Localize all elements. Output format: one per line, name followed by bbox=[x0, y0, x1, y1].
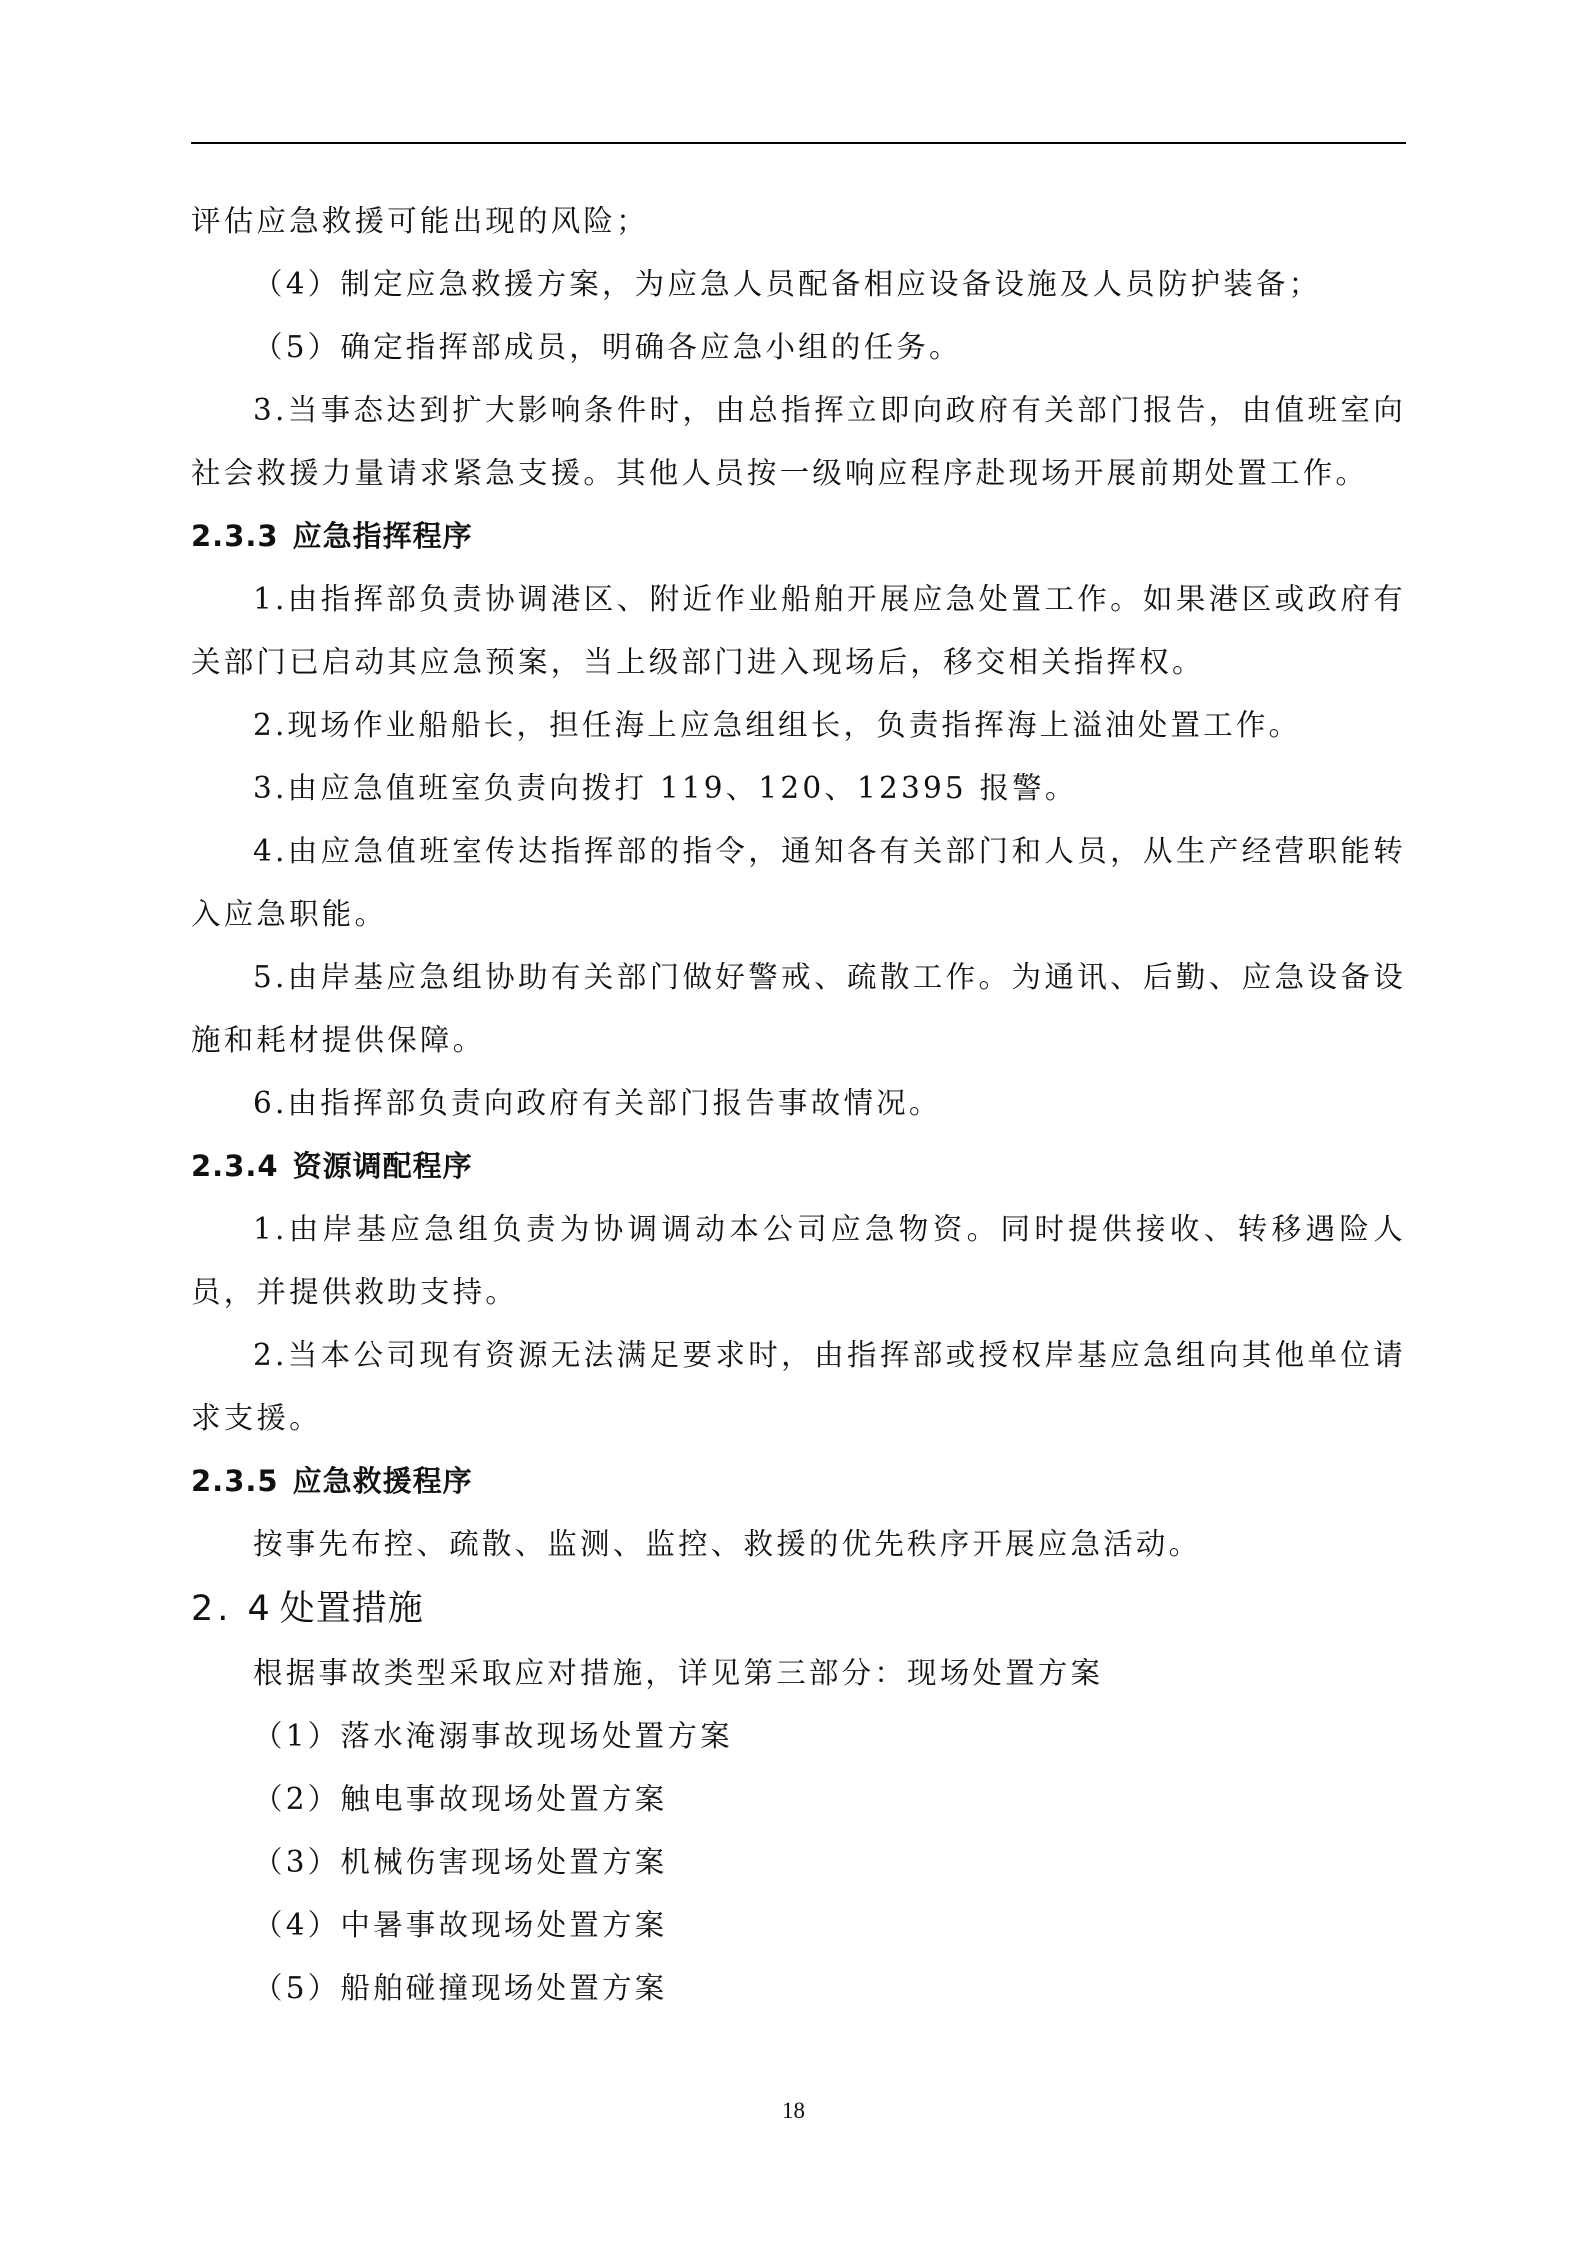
section-number: 2.3.4 bbox=[191, 1149, 279, 1183]
paragraph: 3.当事态达到扩大影响条件时，由总指挥立即向政府有关部门报告，由值班室向社会救援力量请求紧急支援。其他人员按一级响应程序赴现场开展前期处置工作。 bbox=[191, 393, 1406, 490]
paragraph: 2.现场作业船船长，担任海上应急组组长，负责指挥海上溢油处置工作。 bbox=[253, 708, 1302, 742]
list-item: （5）确定指挥部成员，明确各应急小组的任务。 bbox=[253, 330, 962, 364]
paragraph: 按事先布控、疏散、监测、监控、救援的优先秩序开展应急活动。 bbox=[253, 1527, 1202, 1561]
section-title: 应急救援程序 bbox=[292, 1464, 473, 1498]
section-heading-2-3-3 bbox=[191, 505, 1406, 568]
section-heading-2-3-5 bbox=[191, 1450, 1406, 1513]
paragraph: 5.由岸基应急组协助有关部门做好警戒、疏散工作。为通讯、后勤、应急设备设施和耗材提供保障。 bbox=[191, 960, 1406, 1057]
list-item: （1）落水淹溺事故现场处置方案 bbox=[253, 1719, 733, 1753]
header-rule bbox=[191, 142, 1406, 144]
list-item: （4）中暑事故现场处置方案 bbox=[253, 1908, 668, 1942]
section-title: 应急指挥程序 bbox=[292, 519, 473, 553]
list-item: （4）制定应急救援方案，为应急人员配备相应设备设施及人员防护装备； bbox=[253, 267, 1322, 301]
section-title: 资源调配程序 bbox=[292, 1149, 473, 1183]
paragraph: 4.由应急值班室传达指挥部的指令，通知各有关部门和人员，从生产经营职能转入应急职能。 bbox=[191, 834, 1406, 931]
page-number: 18 bbox=[782, 2098, 805, 2123]
list-item: （3）机械伤害现场处置方案 bbox=[253, 1845, 668, 1879]
paragraph: 2.当本公司现有资源无法满足要求时，由指挥部或授权岸基应急组向其他单位请求支援。 bbox=[191, 1338, 1406, 1435]
paragraph: 1.由岸基应急组负责为协调调动本公司应急物资。同时提供接收、转移遇险人员，并提供救助支持。 bbox=[191, 1212, 1406, 1309]
document-body bbox=[191, 190, 1406, 2020]
paragraph: 3.由应急值班室负责向拨打 119、120、12395 报警。 bbox=[253, 771, 1078, 805]
paragraph: 6.由指挥部负责向政府有关部门报告事故情况。 bbox=[253, 1086, 942, 1120]
section-title: 处置措施 bbox=[279, 1589, 424, 1629]
paragraph: 1.由指挥部负责协调港区、附近作业船舶开展应急处置工作。如果港区或政府有关部门已启动其应急预案，当上级部门进入现场后，移交相关指挥权。 bbox=[191, 582, 1406, 679]
section-number: 2. 4 bbox=[191, 1589, 274, 1629]
paragraph: 评估应急救援可能出现的风险； bbox=[191, 204, 649, 238]
section-heading-2-3-4 bbox=[191, 1135, 1406, 1198]
section-number: 2.3.3 bbox=[191, 519, 279, 553]
paragraph: 根据事故类型采取应对措施，详见第三部分：现场处置方案 bbox=[253, 1656, 1104, 1690]
section-number: 2.3.5 bbox=[191, 1464, 279, 1498]
list-item: （5）船舶碰撞现场处置方案 bbox=[253, 1971, 668, 2005]
section-heading-2-4 bbox=[191, 1576, 1406, 1642]
list-item: （2）触电事故现场处置方案 bbox=[253, 1782, 668, 1816]
